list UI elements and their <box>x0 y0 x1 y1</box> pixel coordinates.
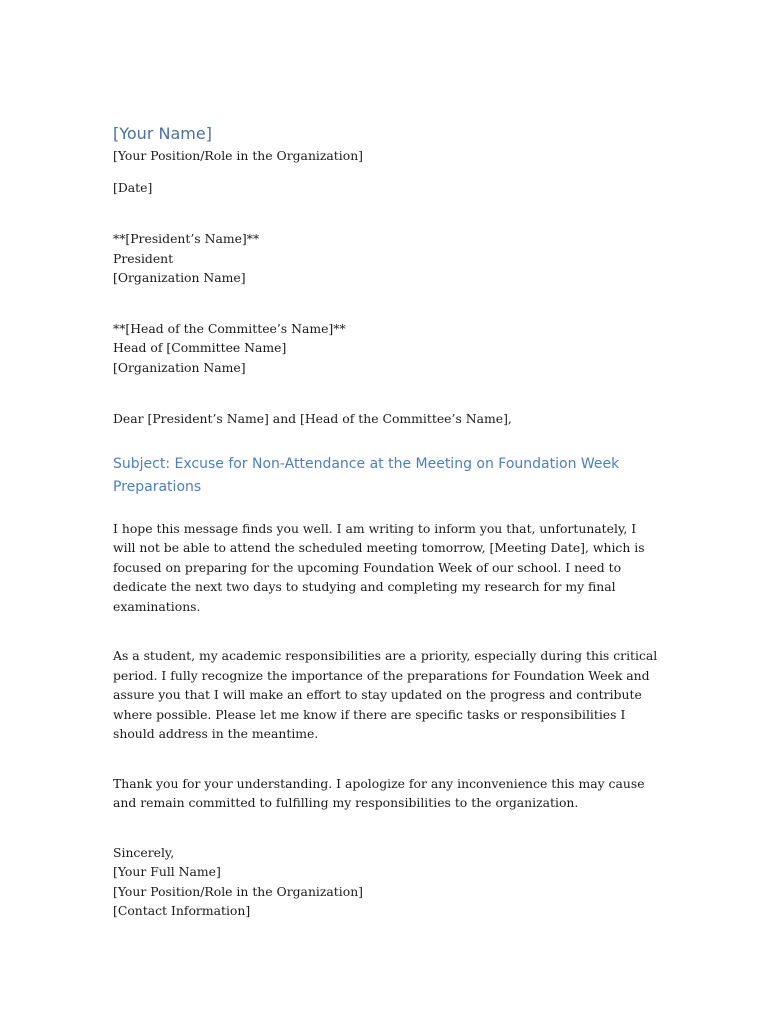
signer-position: [Your Position/Role in the Organization] <box>113 883 364 899</box>
recipient-president-title: President <box>113 250 174 266</box>
sender-position: [Your Position/Role in the Organization] <box>113 148 364 163</box>
letter-date: [Date] <box>113 179 153 195</box>
body-paragraph-text: I hope this message finds you well. I am writing to inform you that, unfortunately, I will not be able to attend the scheduled meeting tomorrow, [Meeting Date], which is focused on preparing for the upcoming Foundation Week of our school. I need to dedicate the next two days to studying and completing my research for my final examinations. <box>113 520 645 614</box>
recipient-committee-head <box>113 319 661 378</box>
recipient-president <box>113 229 661 288</box>
body-paragraph-3 <box>113 774 661 813</box>
body-paragraph-2 <box>113 646 661 744</box>
signer-full-name: [Your Full Name] <box>113 864 221 879</box>
recipient-committee-head-name: **[Head of the Committee’s Name]** <box>113 320 346 336</box>
letter-body <box>113 122 661 921</box>
recipient-committee-head-organization: [Organization Name] <box>113 359 246 375</box>
salutation: Dear [President’s Name] and [Head of the Committee’s Name], <box>113 411 512 426</box>
body-paragraph-1 <box>113 519 661 617</box>
sender-name: [Your Name] <box>113 124 212 143</box>
recipient-president-name: **[President’s Name]** <box>113 231 260 246</box>
valediction: Sincerely, <box>113 844 175 860</box>
signature-block <box>113 843 661 921</box>
recipient-president-organization: [Organization Name] <box>113 270 246 285</box>
body-paragraph-text: Thank you for your understanding. I apologize for any inconvenience this may cause and remain committed to fulfilling my responsibilities to the organization. <box>113 775 645 810</box>
subject-heading: Subject: Excuse for Non-Attendance at the Meeting on Foundation Week Preparations <box>113 455 620 495</box>
body-paragraph-text: As a student, my academic responsibilities are a priority, especially during this critical period. I fully recognize the importance of the preparations for Foundation Week and assure you that I will make an effort to stay updated on the progress and contribute where possible. Please let me know if there are specific tasks or responsibilities I should address in the meantime. <box>113 648 658 741</box>
signer-contact: [Contact Information] <box>113 903 251 918</box>
recipient-committee-head-title: Head of [Committee Name] <box>113 340 287 355</box>
